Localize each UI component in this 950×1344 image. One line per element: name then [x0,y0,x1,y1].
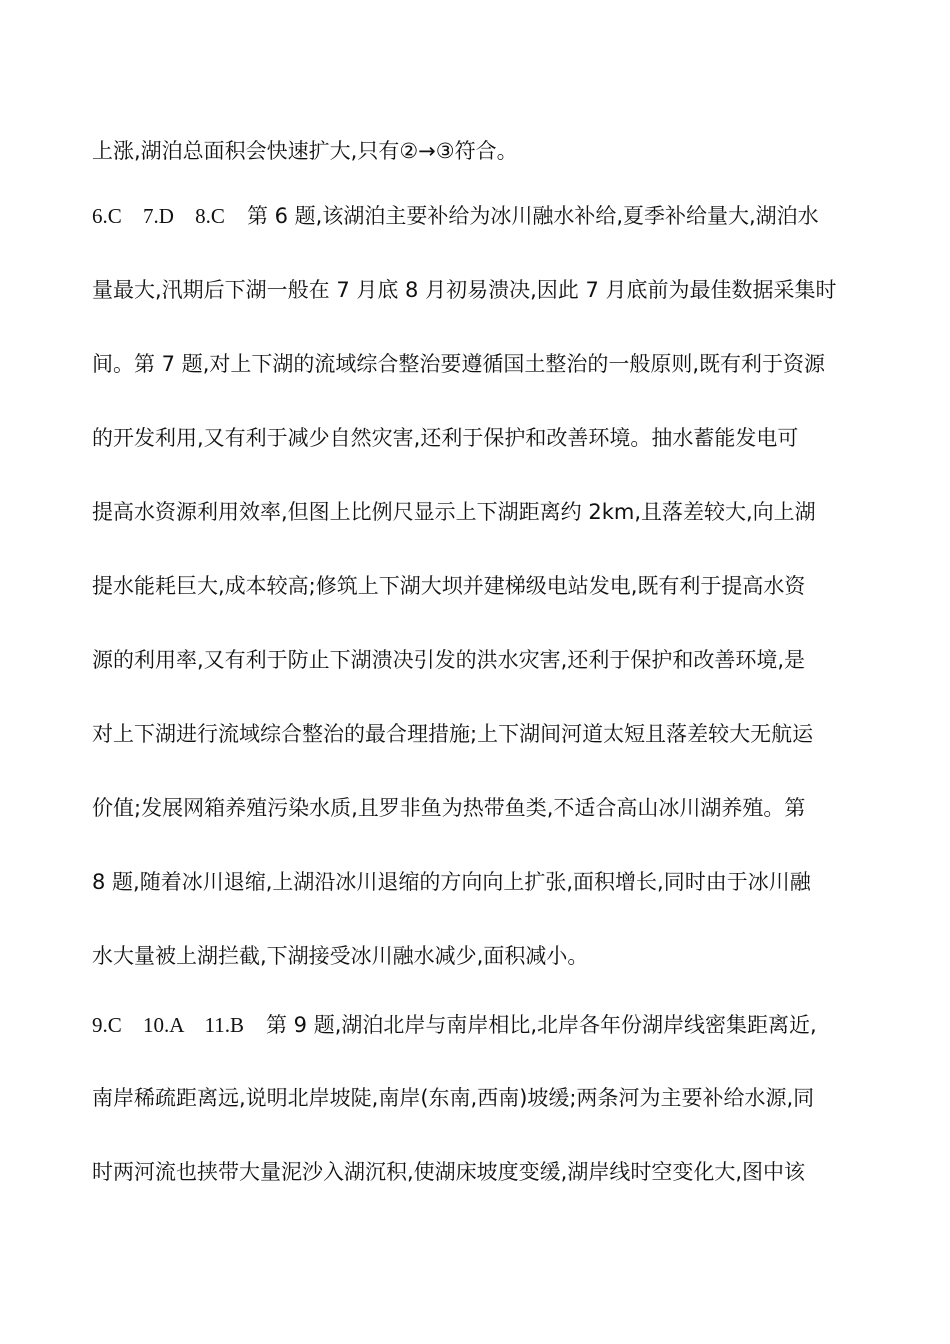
text-line: 提水能耗巨大,成本较高;修筑上下湖大坝并建梯级电站发电,既有利于提高水资 [92,574,806,598]
text-line: 上涨,湖泊总面积会快速扩大,只有②→③符合。 [92,139,518,163]
answer-line [92,201,819,231]
text-line: 价值;发展网箱养殖污染水质,且罗非鱼为热带鱼类,不适合高山冰川湖养殖。第 [92,796,806,820]
text-line: 源的利用率,又有利于防止下湖溃决引发的洪水灾害,还利于保护和改善环境,是 [92,648,806,672]
answer-key: 6.C 7.D 8.C [92,204,225,228]
answer-key: 9.C 10.A 11.B [92,1013,244,1037]
text-line: 对上下湖进行流域综合整治的最合理措施;上下湖间河道太短且落差较大无航运 [92,722,814,746]
text-line: 的开发利用,又有利于减少自然灾害,还利于保护和改善环境。抽水蓄能发电可 [92,426,799,450]
explanation-text: 第 9 题,湖泊北岸与南岸相比,北岸各年份湖岸线密集距离近, [266,1013,817,1037]
text-line: 提高水资源利用效率,但图上比例尺显示上下湖距离约 2km,且落差较大,向上湖 [92,500,816,524]
text-line: 间。第 7 题,对上下湖的流域综合整治要遵循国土整治的一般原则,既有利于资源 [92,352,826,376]
answer-line [92,1010,817,1040]
text-line: 时两河流也挟带大量泥沙入湖沉积,使湖床坡度变缓,湖岸线时空变化大,图中该 [92,1160,806,1184]
text-line: 南岸稀疏距离远,说明北岸坡陡,南岸(东南,西南)坡缓;两条河为主要补给水源,同 [92,1086,815,1110]
text-line: 量最大,汛期后下湖一般在 7 月底 8 月初易溃决,因此 7 月底前为最佳数据采集时 [92,278,837,302]
text-line: 水大量被上湖拦截,下湖接受冰川融水减少,面积减小。 [92,944,589,968]
explanation-text: 第 6 题,该湖泊主要补给为冰川融水补给,夏季补给量大,湖泊水 [246,204,819,228]
text-line: 8 题,随着冰川退缩,上湖沿冰川退缩的方向向上扩张,面积增长,同时由于冰川融 [92,870,811,894]
